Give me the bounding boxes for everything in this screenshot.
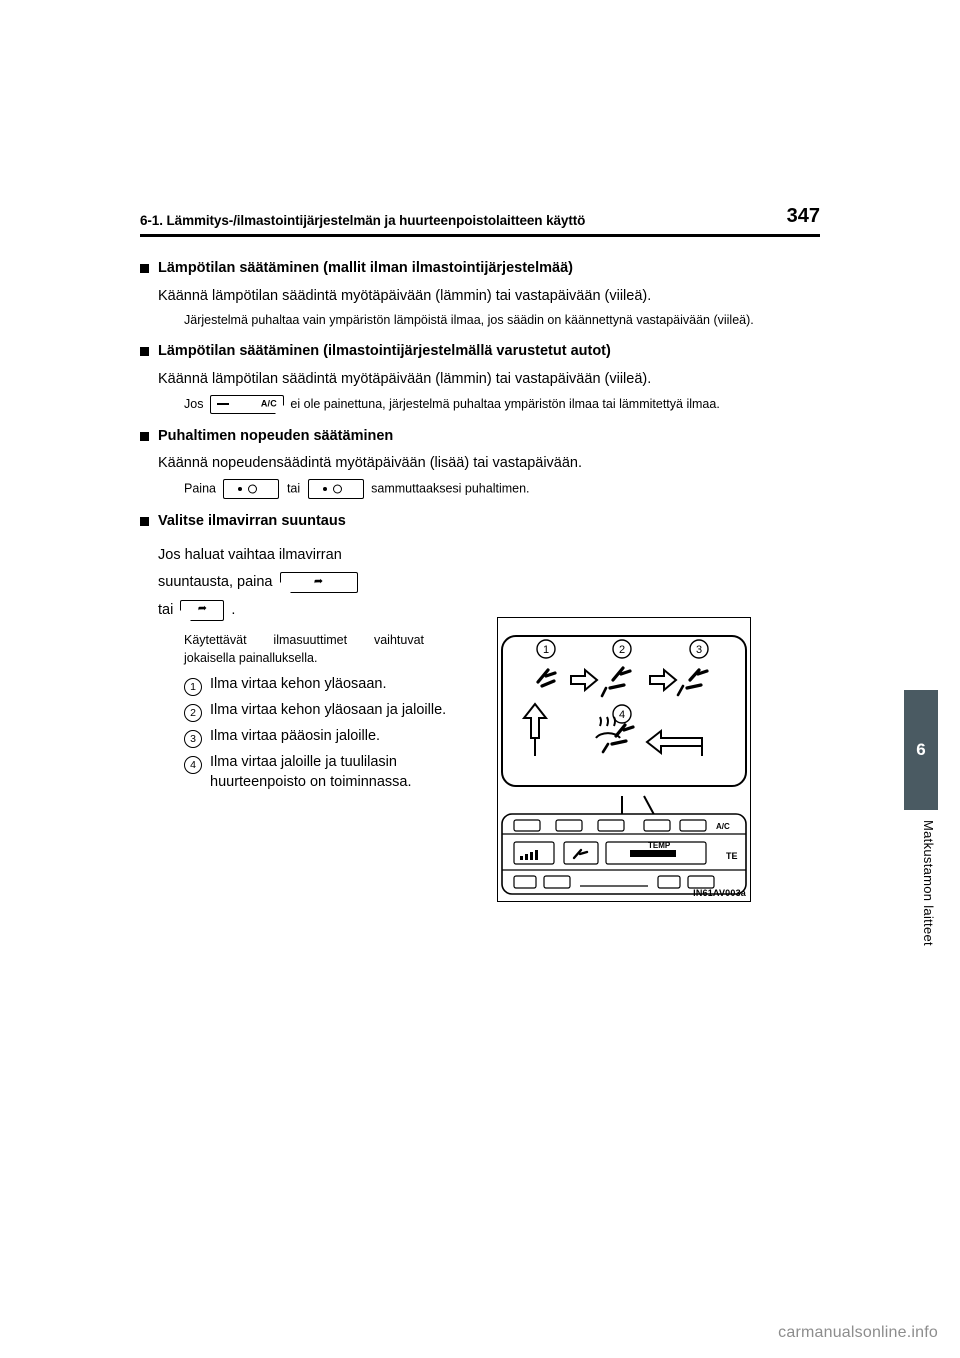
airflow-seat-glyph: ➦ [197, 602, 207, 615]
callout-number: 1 [184, 678, 202, 696]
svg-text:A/C: A/C [716, 822, 730, 831]
ac-button-label: A/C [260, 398, 277, 409]
figure-id: IN61AV003a [693, 888, 746, 898]
section-heading: Lämpötilan säätäminen (mallit ilman ilmastointijärjestelmää) [140, 259, 820, 279]
section-note [184, 395, 762, 414]
fan-circle-mark [248, 485, 257, 494]
svg-text:TEMP: TEMP [648, 841, 671, 850]
list-item-text: Ilma virtaa jaloille ja tuulilasin huurteenpoisto on toiminnassa. [210, 754, 412, 790]
callout-number: 4 [184, 756, 202, 774]
ac-button-icon [210, 395, 284, 414]
section-fan-speed [140, 427, 820, 500]
section-heading: Lämpötilan säätäminen (ilmastointijärjestelmällä varustetut autot) [140, 342, 820, 362]
section-temperature-no-ac [140, 259, 820, 329]
fan-up-button-icon [308, 479, 364, 499]
section-note: Järjestelmä puhaltaa vain ympäristön lämpöistä ilmaa, jos säädin on käännettynä vastapäivään (viileä). [184, 312, 754, 327]
airflow-line-2: suuntausta, paina [158, 574, 273, 591]
page-header [140, 205, 820, 228]
square-bullet-icon [140, 517, 149, 526]
chapter-label: Matkustamon laitteet [921, 820, 936, 946]
section-temperature-with-ac [140, 342, 820, 414]
callout-number: 2 [184, 704, 202, 722]
note-prefix: Paina [184, 481, 216, 496]
section-heading: Puhaltimen nopeuden säätäminen [140, 427, 820, 447]
key-corner-cut [280, 582, 291, 593]
note-middle: tai [286, 481, 301, 496]
airflow-diagram-figure [497, 617, 751, 902]
airflow-seat-glyph: ➦ [313, 575, 324, 588]
airflow-line-3: tai [158, 601, 174, 618]
watermark: carmanualsonline.info [778, 1324, 938, 1341]
fan-dot-mark [323, 487, 327, 491]
section-paragraph: Käännä nopeudensäädintä myötäpäivään (lisää) tai vastapäivään. [158, 455, 583, 472]
square-bullet-icon [140, 264, 149, 273]
list-item-text: Ilma virtaa pääosin jaloille. [210, 728, 381, 745]
chapter-tab [904, 690, 938, 810]
fan-down-button-icon [223, 479, 279, 499]
airflow-paragraph [158, 542, 413, 625]
svg-text:3: 3 [695, 644, 703, 656]
square-bullet-icon [140, 432, 149, 441]
list-item-text: Ilma virtaa kehon yläosaan ja jaloille. [210, 702, 447, 719]
ac-dash-mark [217, 403, 229, 405]
page-number: 347 [786, 205, 820, 227]
note-suffix: ei ole painettuna, järjestelmä puhaltaa ympäristön ilmaa tai lämmitettyä ilmaa. [290, 396, 720, 411]
square-bullet-icon [140, 347, 149, 356]
airflow-diagram [498, 618, 750, 901]
chapter-number: 6 [916, 740, 926, 759]
section-heading: Valitse ilmavirran suuntaus [140, 512, 820, 532]
fan-circle-mark [333, 485, 342, 494]
svg-text:1: 1 [542, 644, 550, 656]
callout-number: 3 [184, 730, 202, 748]
list-item-text: Ilma virtaa kehon yläosaan. [210, 676, 387, 693]
airflow-mode-button-icon-2 [180, 600, 224, 621]
key-corner-cut [180, 610, 191, 621]
section-title: 6-1. Lämmitys-/ilmastointijärjestelmän ja huurteenpoistolaitteen käyttö [140, 213, 586, 228]
airflow-note: Käytettävät ilmasuuttimet vaihtuvat jokaisella painalluksella. [184, 633, 424, 665]
note-prefix: Jos [184, 396, 204, 411]
fan-dot-mark [238, 487, 242, 491]
svg-text:4: 4 [618, 709, 626, 721]
header-divider [140, 234, 820, 237]
section-paragraph: Käännä lämpötilan säädintä myötäpäivään (lämmin) tai vastapäivään (viileä). [158, 370, 652, 387]
svg-text:TE: TE [726, 851, 738, 861]
airflow-line-1: Jos haluat vaihtaa ilmavirran [158, 546, 342, 563]
key-corner-cut [275, 405, 284, 414]
note-suffix: sammuttaaksesi puhaltimen. [371, 481, 530, 496]
section-paragraph: Käännä lämpötilan säädintä myötäpäivään (lämmin) tai vastapäivään (viileä). [158, 287, 652, 304]
airflow-line-4: . [231, 601, 236, 618]
section-note [184, 479, 704, 499]
airflow-mode-button-icon [280, 572, 358, 593]
svg-text:2: 2 [618, 644, 626, 656]
